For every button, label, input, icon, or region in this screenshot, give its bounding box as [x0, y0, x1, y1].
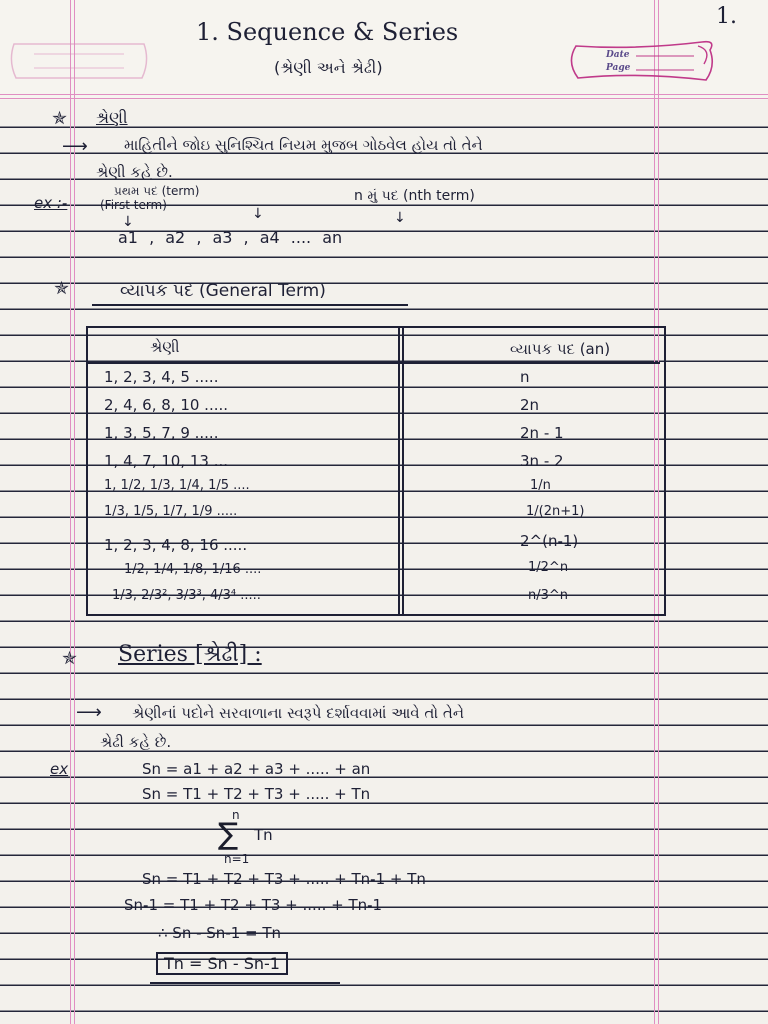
page-subtitle: (શ્રેણી અને શ્રેઢી)	[274, 58, 383, 77]
table-row-4-term: 3n - 2	[520, 452, 564, 470]
down-arrow-icon: ↓	[122, 214, 134, 230]
table-row-7-sequence: 1, 2, 3, 4, 8, 16 .....	[104, 536, 248, 554]
table-row-2-sequence: 2, 4, 6, 8, 10 .....	[104, 396, 229, 414]
sequence-definition-2: શ્રેણી કહે છે.	[96, 163, 173, 181]
series-ex-label: ex	[50, 760, 69, 778]
result-box: Tn = Sn - Sn-1	[156, 952, 288, 975]
table-row-4-sequence: 1, 4, 7, 10, 13 ...	[104, 452, 229, 470]
stamp-date-label: Date	[606, 50, 630, 60]
page-title: 1. Sequence & Series	[196, 18, 459, 46]
series-definition-1: શ્રેણીનાં પદોને સરવાળાના સ્વરૂપે દર્શાવવામાં આવે તો તેને	[132, 704, 464, 722]
sequence-heading: શ્રેણી	[96, 108, 128, 127]
table-row-5-sequence: 1, 1/2, 1/3, 1/4, 1/5 ....	[104, 478, 250, 493]
ex-label: ex :-	[34, 194, 68, 212]
series-eq-5: ∴ Sn - Sn-1 = Tn	[158, 924, 282, 942]
series-eq-3: Sn = T1 + T2 + T3 + ..... + Tn-1 + Tn	[142, 870, 426, 888]
table-row-8-term: 1/2^n	[528, 560, 569, 575]
first-term-english: (First term)	[100, 198, 167, 212]
general-term-heading: વ્યાપક પદ (General Term)	[120, 281, 326, 301]
down-arrow-icon-2: ↓	[252, 206, 264, 222]
down-arrow-icon-3: ↓	[394, 210, 406, 226]
table-row-3-sequence: 1, 3, 5, 7, 9 .....	[104, 424, 219, 442]
stamp-page-label: Page	[606, 63, 631, 73]
header-rule	[0, 94, 768, 95]
sigma-term: Tn	[254, 826, 273, 844]
table-row-8-sequence: 1/2, 1/4, 1/8, 1/16 ....	[124, 562, 262, 577]
first-term-label: પ્રથમ પદ (term)	[114, 184, 200, 198]
table-header-sequence: શ્રેણી	[150, 338, 180, 356]
table-row-6-sequence: 1/3, 1/5, 1/7, 1/9 .....	[104, 504, 238, 519]
table-row-1-term: n	[520, 368, 530, 386]
sequence-terms: a1 , a2 , a3 , a4 .... an	[118, 228, 343, 247]
date-page-stamp-left	[4, 36, 154, 86]
header-rule-2	[0, 98, 768, 99]
date-page-stamp-right	[566, 36, 716, 86]
table-row-9-term: n/3^n	[528, 588, 569, 603]
series-eq-4: Sn-1 = T1 + T2 + T3 + ..... + Tn-1	[124, 896, 383, 914]
result-underline	[150, 982, 340, 984]
sigma-icon: ∑	[218, 817, 239, 852]
sigma-upper-limit: n	[232, 808, 240, 822]
table-header-rule	[88, 362, 660, 364]
table-row-2-term: 2n	[520, 396, 540, 414]
sigma-lower-limit: n=1	[224, 852, 250, 866]
table-header-term: વ્યાપક પદ (an)	[510, 340, 611, 358]
star-bullet-icon-2: ✯	[54, 278, 70, 299]
star-bullet-icon-3: ✯	[62, 648, 78, 669]
arrow-icon: ⟶	[62, 136, 88, 157]
page-number: 1.	[716, 4, 737, 29]
series-eq-2: Sn = T1 + T2 + T3 + ..... + Tn	[142, 785, 371, 803]
table-row-9-sequence: 1/3, 2/3², 3/3³, 4/3⁴ .....	[112, 588, 261, 603]
table-row-1-sequence: 1, 2, 3, 4, 5 .....	[104, 368, 219, 386]
sequence-definition-1: માહિતીને જોઇ સુનિશ્ચિત નિયમ મુજબ ગોઠવેલ હોય તો તેને	[124, 136, 483, 154]
table-row-7-term: 2^(n-1)	[520, 532, 579, 550]
table-column-divider	[398, 326, 404, 614]
table-row-6-term: 1/(2n+1)	[526, 504, 585, 519]
nth-term-label: n મું પદ (nth term)	[354, 188, 475, 204]
table-row-3-term: 2n - 1	[520, 424, 564, 442]
heading-underline	[92, 304, 408, 306]
arrow-icon-2: ⟶	[76, 702, 102, 723]
star-bullet-icon: ✯	[52, 108, 68, 129]
series-definition-2: શ્રેઢી કહે છે.	[100, 733, 172, 751]
series-eq-1: Sn = a1 + a2 + a3 + ..... + an	[142, 760, 371, 778]
table-row-5-term: 1/n	[530, 478, 551, 493]
series-heading: Series [શ્રેઢી] :	[118, 642, 262, 667]
